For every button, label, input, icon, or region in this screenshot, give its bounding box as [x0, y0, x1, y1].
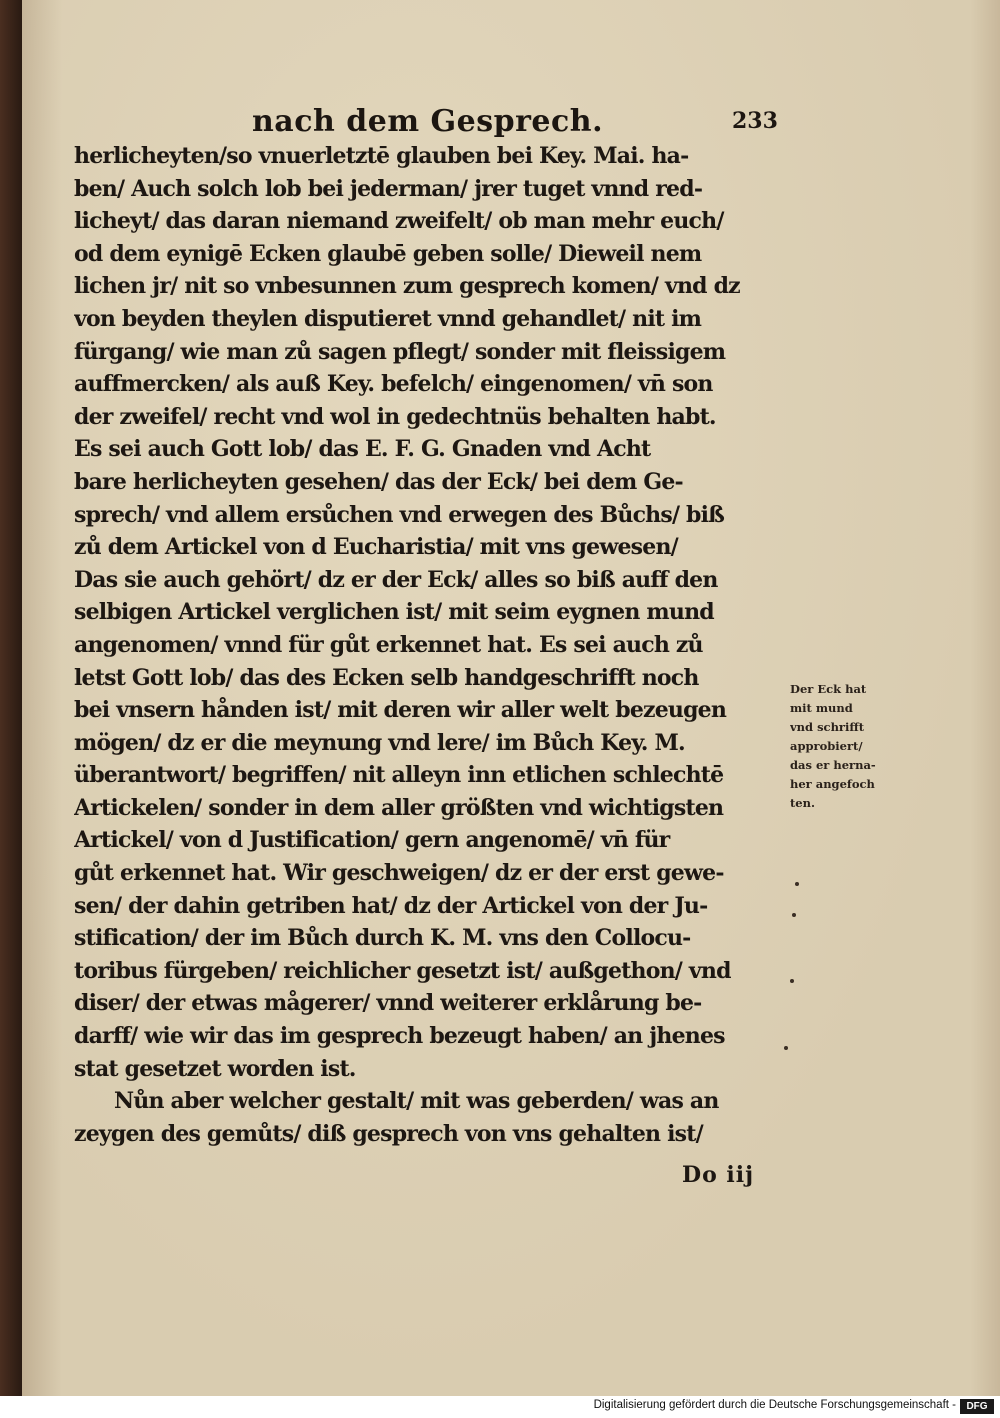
margin-mark — [784, 1046, 788, 1050]
text-line: zeygen des gemůts/ diß gesprech von vns gehalten ist/ — [74, 1120, 703, 1147]
text-line: stat gesetzet worden ist. — [74, 1055, 356, 1082]
digitization-footer — [0, 1396, 1000, 1418]
text-line: der zweifel/ recht vnd wol in gedechtnüs behalten habt. — [74, 403, 716, 430]
text-line: diser/ der etwas mågerer/ vnnd weiterer erklårung be- — [74, 990, 702, 1017]
text-line: ben/ Auch solch lob bei jederman/ jrer tuget vnnd red- — [74, 175, 703, 202]
text-line: überantwort/ begriffen/ nit alleyn inn etlichen schlechtē — [74, 762, 724, 789]
margin-note-line: vnd schrifft — [790, 720, 865, 734]
text-line: stification/ der im Bůch durch K. M. vns den Collocu- — [74, 925, 691, 952]
text-line: lichen jr/ nit so vnbesunnen zum gesprech komen/ vnd dz — [74, 273, 740, 300]
margin-note-line: Der Eck hat — [790, 682, 867, 696]
text-line: letst Gott lob/ das des Ecken selb handgeschrifft noch — [74, 664, 699, 691]
margin-note-line: approbiert/ — [790, 739, 863, 753]
margin-mark — [790, 979, 794, 983]
footer-credit: Digitalisierung gefördert durch die Deutsche Forschungsgemeinschaft - — [593, 1399, 956, 1411]
text-line: Es sei auch Gott lob/ das E. F. G. Gnaden vnd Acht — [74, 436, 651, 463]
body-text — [74, 140, 809, 1150]
text-line: Nůn aber welcher gestalt/ mit was geberden/ was an — [114, 1088, 719, 1115]
margin-note-line: das er herna- — [790, 758, 876, 772]
signature-mark: Do iij — [682, 1162, 755, 1188]
text-line: sprech/ vnd allem ersůchen vnd erwegen des Bůchs/ biß — [74, 501, 725, 528]
text-line: darff/ wie wir das im gesprech bezeugt haben/ an jhenes — [74, 1023, 725, 1050]
margin-note-line: ten. — [790, 796, 815, 810]
margin-mark — [795, 882, 799, 886]
dfg-logo: DFG — [960, 1399, 994, 1414]
margin-note-line: mit mund — [790, 701, 853, 715]
margin-note — [790, 680, 900, 813]
running-title: nach dem Gesprech. — [252, 104, 604, 139]
text-line: von beyden theylen disputieret vnnd gehandlet/ nit im — [74, 305, 702, 332]
text-line: gůt erkennet hat. Wir geschweigen/ dz er der erst gewe- — [74, 860, 724, 887]
text-line: mögen/ dz er die meynung vnd lere/ im Bůch Key. M. — [74, 729, 685, 756]
page-header — [232, 104, 792, 144]
text-line: od dem eynigē Ecken glaubē geben solle/ Dieweil nem — [74, 240, 702, 267]
text-line: sen/ der dahin getriben hat/ dz der Artickel von der Ju- — [74, 892, 708, 919]
text-line: bare herlicheyten gesehen/ das der Eck/ bei dem Ge- — [74, 468, 683, 495]
text-line: herlicheyten/so vnuerletztē glauben bei Key. Mai. ha- — [74, 143, 689, 169]
margin-mark — [792, 913, 796, 917]
text-line: zů dem Artickel von d Eucharistia/ mit vns gewesen/ — [74, 534, 678, 561]
text-line: selbigen Artickel verglichen ist/ mit seim eygnen mund — [74, 599, 714, 626]
page-number: 233 — [732, 108, 778, 134]
text-line: Das sie auch gehört/ dz er der Eck/ alles so biß auff den — [74, 566, 718, 593]
text-line: fürgang/ wie man zů sagen pflegt/ sonder mit fleissigem — [74, 338, 726, 365]
book-page — [22, 0, 1000, 1396]
text-line: angenomen/ vnnd für gůt erkennet hat. Es sei auch zů — [74, 631, 703, 658]
text-line: Artickelen/ sonder in dem aller größten vnd wichtigsten — [74, 794, 724, 821]
text-line: Artickel/ von d Justification/ gern angenomē/ vn̄ für — [74, 827, 670, 854]
text-line: auffmercken/ als auß Key. befelch/ eingenomen/ vn̄ son — [74, 371, 713, 398]
text-line: bei vnsern hånden ist/ mit deren wir aller welt bezeugen — [74, 697, 727, 724]
margin-note-line: her angefoch — [790, 777, 875, 791]
text-line: toribus fürgeben/ reichlicher gesetzt ist/ außgethon/ vnd — [74, 957, 731, 984]
text-line: licheyt/ das daran niemand zweifelt/ ob man mehr euch/ — [74, 208, 724, 235]
